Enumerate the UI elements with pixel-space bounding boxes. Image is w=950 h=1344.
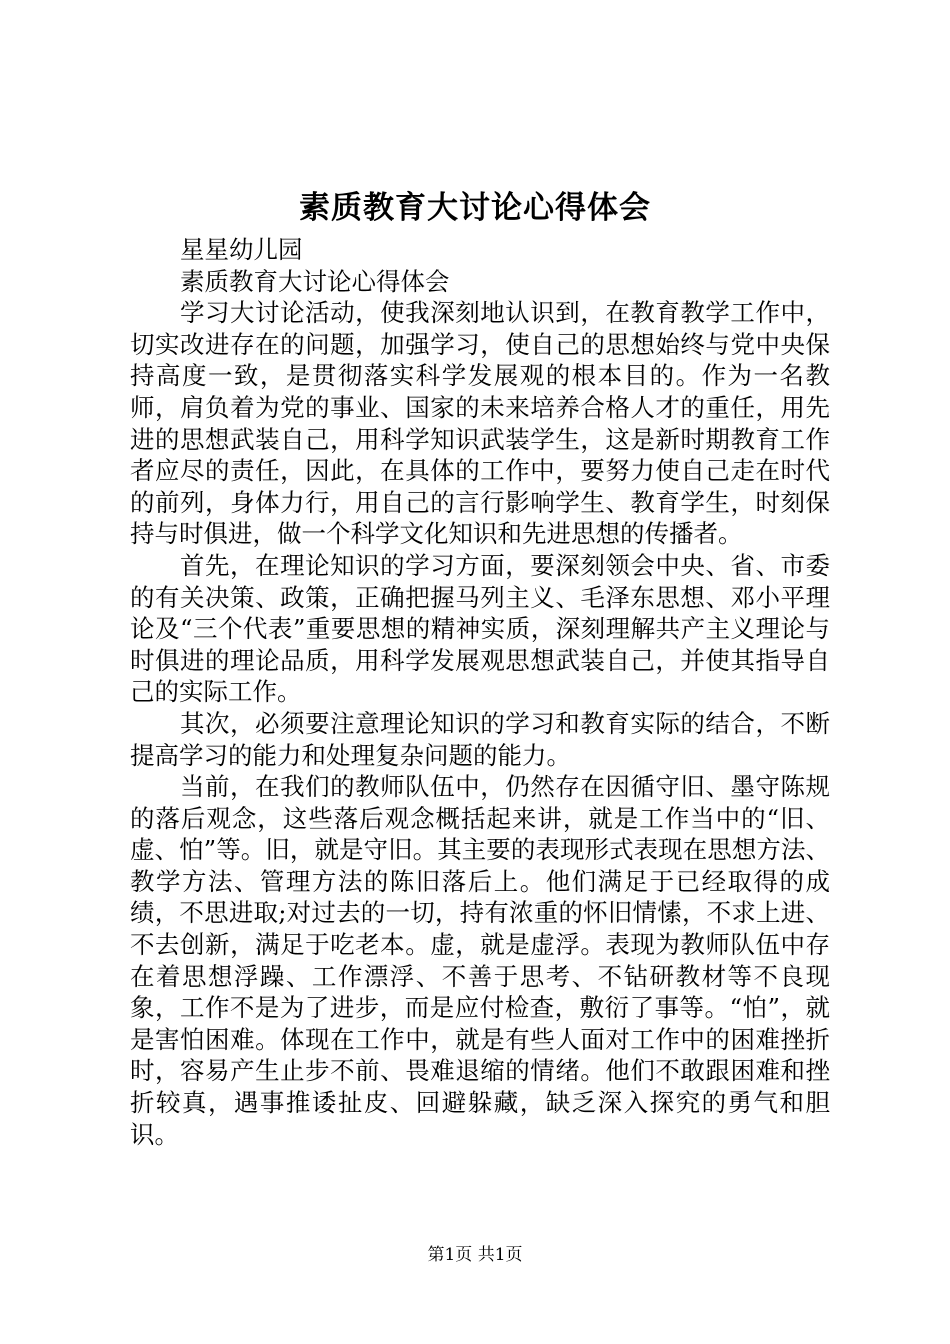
page-footer: 第1页 共1页 xyxy=(427,1245,523,1265)
paragraph-4: 当前，在我们的教师队伍中，仍然存在因循守旧、墨守陈规的落后观念，这些落后观念概括起来讲，就是工作当中的“旧、虚、怕”等。旧，就是守旧。其主要的表现形式表现在思想方法、教学方法、管理方法的陈旧落后上。他们满足于已经取得的成绩，不思进取;对过去的一切，持有浓重的怀旧情愫，不求上进、不去创新，满足于吃老本。虚，就是虚浮。表现为教师队伍中存在着思想浮躁、工作漂浮、不善于思考、不钻研教材等不良现象，工作不是为了进步，而是应付检查，敷衍了事等。“怕”，就是害怕困难。体现在工作中，就是有些人面对工作中的困难挫折时，容易产生止步不前、畏难退缩的情绪。他们不敢跟困难和挫折较真，遇事推诿扯皮、回避躲藏，缺乏深入探究的勇气和胆识。 xyxy=(130,772,830,1149)
paragraph-1: 学习大讨论活动，使我深刻地认识到，在教育教学工作中，切实改进存在的问题，加强学习，使自己的思想始终与党中央保持高度一致，是贯彻落实科学发展观的根本目的。作为一名教师，肩负着为党的事业、国家的未来培养合格人才的重任，用先进的思想武装自己，用科学知识武装学生，这是新时期教育工作者应尽的责任，因此，在具体的工作中，要努力使自己走在时代的前列，身体力行，用自己的言行影响学生、教育学生，时刻保持与时俱进，做一个科学文化知识和先进思想的传播者。 xyxy=(130,298,830,549)
document-title: 素质教育大讨论心得体会 xyxy=(299,190,651,226)
document-subtitle: 素质教育大讨论心得体会 xyxy=(180,266,450,296)
paragraph-3: 其次，必须要注意理论知识的学习和教育实际的结合，不断提高学习的能力和处理复杂问题的能力。 xyxy=(130,708,830,770)
paragraph-2: 首先，在理论知识的学习方面，要深刻领会中央、省、市委的有关决策、政策，正确把握马列主义、毛泽东思想、邓小平理论及“三个代表”重要思想的精神实质，深刻理解共产主义理论与时俱进的理论品质，用科学发展观思想武装自己，并使其指导自己的实际工作。 xyxy=(130,550,830,707)
organization-name: 星星幼儿园 xyxy=(180,235,303,264)
document-body xyxy=(130,234,830,1150)
